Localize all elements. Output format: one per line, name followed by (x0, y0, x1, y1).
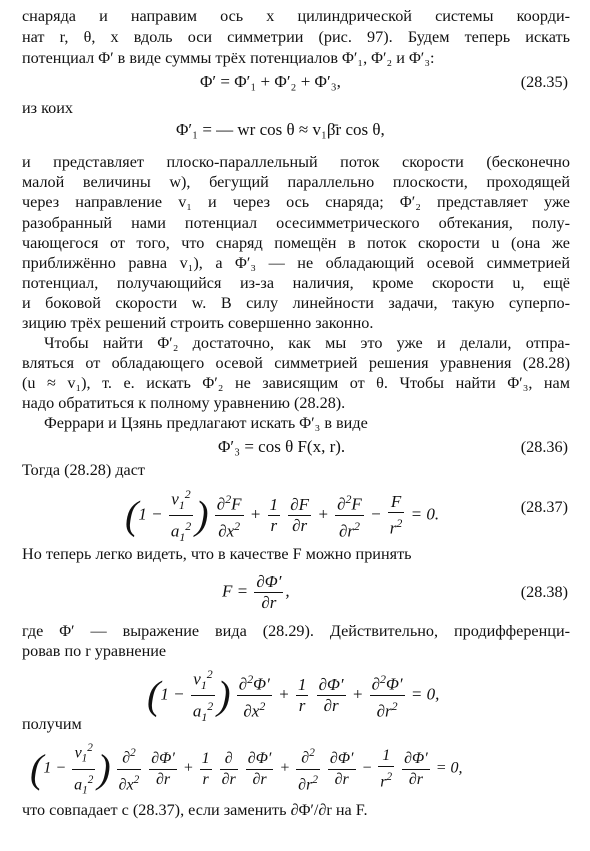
text-line: и представляет плоско-параллельный поток скорости (бесконечно (22, 153, 570, 171)
text-line: надо обратиться к полному уравнению (28.28). (22, 394, 346, 412)
text-line: получим (22, 715, 82, 733)
text-line: вляться от обладающего осевой симметрией решения уравнения (28.28) (22, 354, 570, 372)
equation-number: (28.35) (520, 73, 568, 91)
text-line: снаряда и направим ось x цилиндрической системы коорди- (22, 7, 570, 25)
text-line: чающегося от того, что снаряд помещён в поток скорости u (она же (22, 234, 570, 252)
equation-number: (28.36) (520, 438, 568, 456)
text-line: Чтобы найти Φ′₂ достаточно, как мы это уже и делали, отпра- (44, 334, 570, 352)
text-line: зицию трёх решений строить совершенно законно. (22, 314, 374, 332)
equation-unnumbered-1: (1 − $\frac{v_1^2}{a_1^2}$ ) $\frac{\partial^2\Phi'}{\partial x^2}$ + $\frac{1}{r}$ $\frac{\partial\Phi'}{\partial r}$ + $\frac{\partial^2\Phi'}{\partial r^2}$ = 0, (147, 664, 439, 727)
text-line: нат r, θ, x вдоль оси симметрии (рис. 97). Будем теперь искать (22, 28, 570, 46)
equation-number: (28.38) (520, 583, 568, 601)
text-line: ровав по r уравнение (22, 642, 167, 660)
equation-28-38: F = $\frac{\partial\Phi'}{\partial r}$ , (222, 572, 290, 612)
equation-phi1: Φ′₁ = — wr cos θ ≈ v₁β̄r cos θ, (176, 120, 385, 139)
equation-28-37: (1 − $\frac{v_1^2}{a_1^2}$ ) $\frac{\partial^2F}{\partial x^2}$ + $\frac{1}{r}$ $\frac{\partial F}{\partial r}$ + $\frac{\partial^2F}{\partial r^2}$ − $\frac{F}{r^2}$ = 0. (125, 484, 439, 547)
text-line: (u ≈ v₁), т. е. искать Φ′₂ не зависящим от θ. Чтобы найти Φ′₃, нам (22, 374, 570, 392)
text-line: приближённо равна v₁), а Φ′₃ — не обладающий осевой симметрией (22, 254, 570, 272)
text-line: через направление v₁ и через ось снаряда; Φ′₂ представляет уже (22, 193, 570, 211)
text-line: Феррари и Цзянь предлагают искать Φ′₃ в виде (44, 414, 368, 432)
equation-28-35: Φ′ = Φ′₁ + Φ′₂ + Φ′₃, (200, 72, 341, 91)
text-line: потенциал Φ′ в виде суммы трёх потенциалов Φ′₁, Φ′₂ и Φ′₃: (22, 49, 435, 67)
text-line: что совпадает с (28.37), если заменить ∂Φ′/∂r на F. (22, 801, 368, 819)
text-line: и боковой скорости w. В силу линейности задачи, такую суперпо- (22, 294, 570, 312)
equation-unnumbered-2: (1 − $\frac{v_1^2}{a_1^2}$ ) $\frac{\partial^2}{\partial x^2}$ $\frac{\partial\Phi'}{\partial r}$ + $\frac{1}{r}$ $\frac{\partial}{\partial r}$ $\frac{\partial\Phi'}{\partial r}$ + $\frac{\partial^2}{\partial r^2}$ $\frac{\partial\Phi'}{\partial r}$ − $\frac{1}{r^2}$ $\frac{\partial\Phi'}{\partial r}$ = 0, (30, 738, 463, 800)
text-line: разобранный нами потенциал осесимметрического обтекания, полу- (22, 214, 570, 232)
text-line: из коих (22, 99, 73, 117)
text-line: где Φ′ — выражение вида (28.29). Действительно, продифференци- (22, 622, 570, 640)
equation-number: (28.37) (520, 498, 568, 516)
text-line: малой величины w), бегущий параллельно плоскости, проходящей (22, 173, 570, 191)
equation-28-36: Φ′₃ = cos θ F(x, r). (218, 437, 346, 456)
text-line: Тогда (28.28) даст (22, 461, 145, 479)
text-line: потенциал, получающийся из-за наличия, кроме скорости u, ещё (22, 274, 570, 292)
text-line: Но теперь легко видеть, что в качестве F можно принять (22, 545, 412, 563)
